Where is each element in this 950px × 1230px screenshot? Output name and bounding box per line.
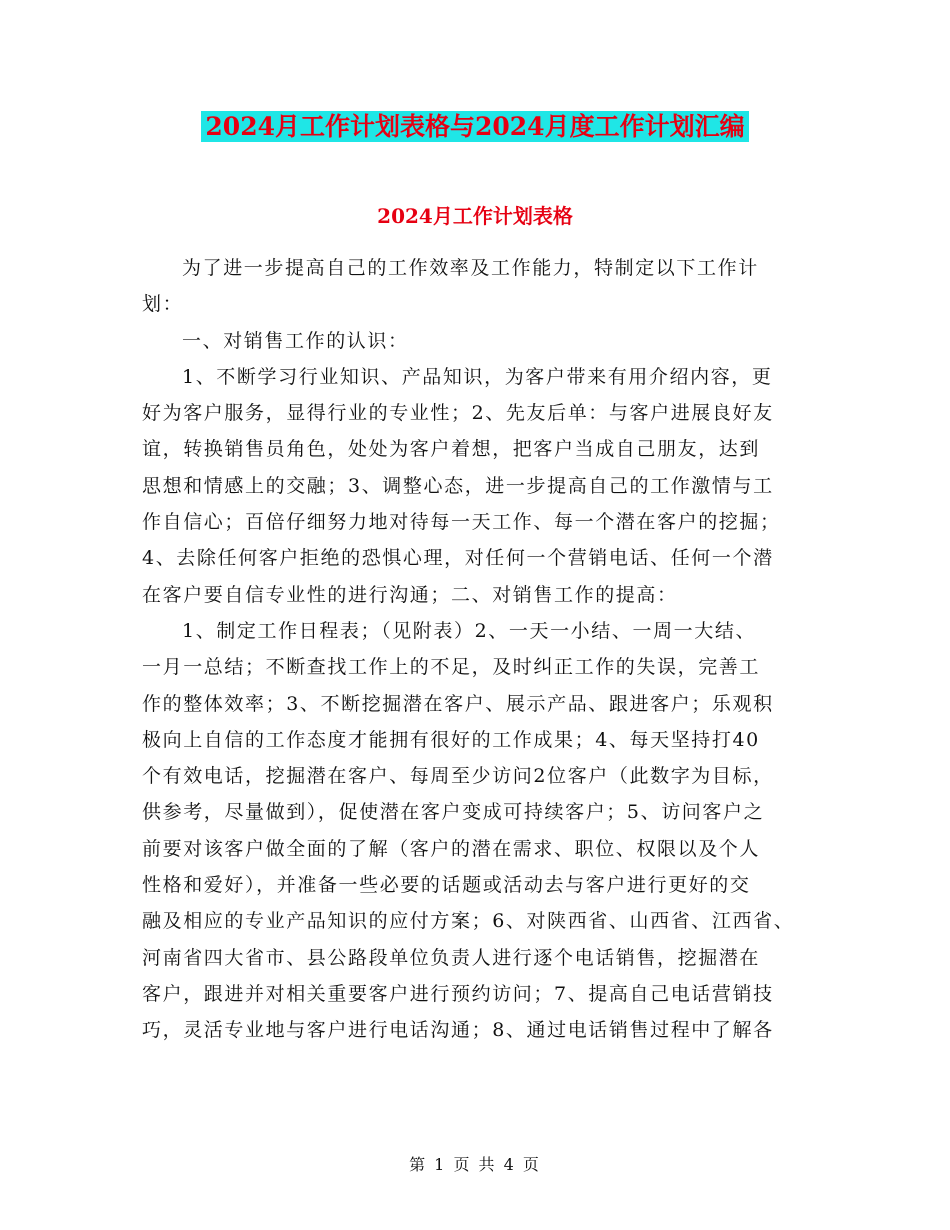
text-line: 好为客户服务，显得行业的专业性；2、先友后单：与客户进展良好友 <box>142 402 774 425</box>
text-line: 1、不断学习行业知识、产品知识，为客户带来有用介绍内容，更 <box>182 365 773 388</box>
text-line: 为了进一步提高自己的工作效率及工作能力，特制定以下工作计 <box>182 257 759 279</box>
text-line: 个有效电话，挖掘潜在客户、每周至少访问2位客户（此数字为目标， <box>142 765 774 788</box>
text-line: 河南省四大省市、县公路段单位负责人进行逐个电话销售，挖掘潜在 <box>142 946 761 969</box>
document-title-text: 2024月工作计划表格与2024月度工作计划汇编 <box>201 111 748 142</box>
text-line: 性格和爱好），并准备一些必要的话题或活动去与客户进行更好的交 <box>142 874 751 897</box>
page-footer: 第 1 页 共 4 页 <box>409 1155 541 1174</box>
text-line: 作自信心；百倍仔细努力地对待每一天工作、每一个潜在客户的挖掘； <box>142 511 781 534</box>
text-line: 在客户要自信专业性的进行沟通；二、对销售工作的提高： <box>142 583 678 606</box>
text-line: 融及相应的专业产品知识的应付方案；6、对陕西省、山西省、江西省、 <box>142 910 795 933</box>
text-line: 4、去除任何客户拒绝的恐惧心理，对任何一个营销电话、任何一个潜 <box>142 547 774 570</box>
text-line: 思想和情感上的交融；3、调整心态，进一步提高自己的工作激情与工 <box>142 474 774 497</box>
section-title: 2024月工作计划表格 <box>377 204 573 228</box>
text-line: 作的整体效率；3、不断挖掘潜在客户、展示产品、跟进客户；乐观积 <box>142 692 774 715</box>
text-line: 巧，灵活专业地与客户进行电话沟通；8、通过电话销售过程中了解各 <box>142 1019 774 1042</box>
text-line: 谊，转换销售员角色，处处为客户着想，把客户当成自己朋友，达到 <box>142 438 761 461</box>
text-line: 1、制定工作日程表；（见附表）2、一天一小结、一周一大结、 <box>182 619 757 642</box>
document-title <box>0 112 950 142</box>
body-text <box>142 250 822 1049</box>
text-line: 一、对销售工作的认识： <box>182 329 409 352</box>
text-line: 客户，跟进并对相关重要客户进行预约访问；7、提高自己电话营销技 <box>142 982 774 1005</box>
text-line: 供参考，尽量做到），促使潜在客户变成可持续客户；5、访问客户之 <box>142 801 765 824</box>
text-line: 前要对该客户做全面的了解（客户的潜在需求、职位、权限以及个人 <box>142 837 761 860</box>
text-line: 一月一总结；不断查找工作上的不足，及时纠正工作的失误，完善工 <box>142 656 761 679</box>
text-line: 极向上自信的工作态度才能拥有很好的工作成果；4、每天坚持打40 <box>142 728 760 751</box>
text-line: 划： <box>142 293 184 316</box>
